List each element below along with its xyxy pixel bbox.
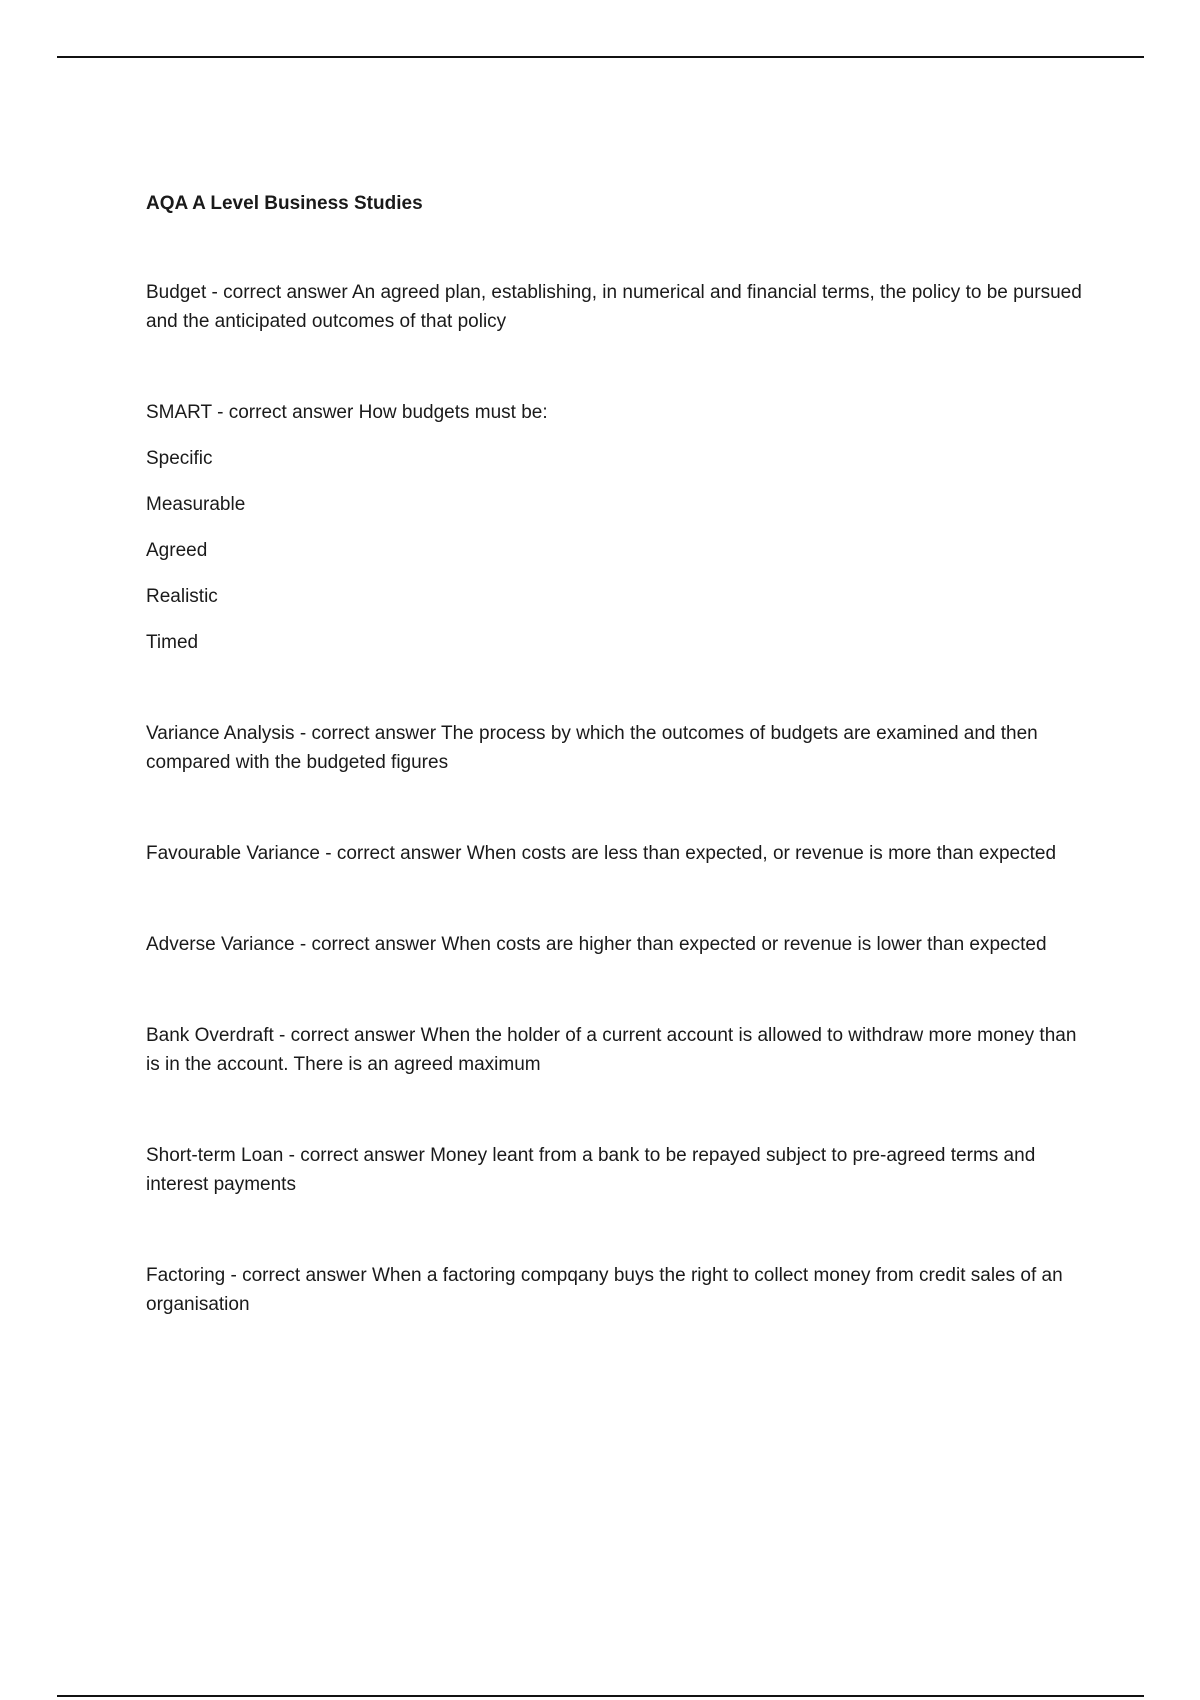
entry-answer: When costs are less than expected, or revenue is more than expected bbox=[466, 843, 1057, 864]
entry-answer: Money leant from a bank to be repayed subject to pre-agreed terms and interest payments bbox=[146, 1145, 1036, 1195]
document-title: AQA A Level Business Studies bbox=[146, 193, 423, 214]
entry-answer: How budgets must be: bbox=[358, 402, 548, 423]
flashcard-entry-bank-overdraft bbox=[146, 1021, 1086, 1079]
answer-label: correct answer bbox=[311, 934, 437, 955]
entry-term: SMART bbox=[146, 402, 212, 423]
entry-term: Bank Overdraft bbox=[146, 1025, 274, 1046]
entry-answer: The process by which the outcomes of budgets are examined and then compared with the budgeted figures bbox=[146, 723, 1038, 773]
answer-label: correct answer bbox=[290, 1025, 416, 1046]
flashcard-entry-budget bbox=[146, 278, 1086, 336]
entry-term: Variance Analysis bbox=[146, 723, 295, 744]
flashcard-entry-variance-analysis bbox=[146, 719, 1086, 777]
document-body bbox=[146, 190, 1086, 1381]
flashcard-entry-favourable-variance bbox=[146, 839, 1086, 868]
smart-item-timed: Timed bbox=[146, 632, 199, 653]
entry-separator: - bbox=[206, 282, 224, 303]
entry-separator: - bbox=[283, 1145, 301, 1166]
entry-term: Factoring bbox=[146, 1265, 226, 1286]
header-rule bbox=[57, 56, 1144, 58]
answer-label: correct answer bbox=[311, 723, 437, 744]
entry-separator: - bbox=[225, 1265, 243, 1286]
smart-item-agreed: Agreed bbox=[146, 540, 208, 561]
footer-rule bbox=[57, 1695, 1144, 1697]
answer-label: correct answer bbox=[228, 402, 354, 423]
entry-term: Adverse Variance bbox=[146, 934, 295, 955]
flashcard-entry-short-term-loan bbox=[146, 1141, 1086, 1199]
entry-separator: - bbox=[294, 934, 312, 955]
smart-item-realistic: Realistic bbox=[146, 586, 218, 607]
flashcard-entry-factoring bbox=[146, 1261, 1086, 1319]
answer-label: correct answer bbox=[242, 1265, 367, 1286]
answer-label: correct answer bbox=[300, 1145, 425, 1166]
smart-item-measurable: Measurable bbox=[146, 494, 246, 515]
entry-separator: - bbox=[273, 1025, 291, 1046]
entry-answer: When costs are higher than expected or revenue is lower than expected bbox=[441, 934, 1047, 955]
entry-separator: - bbox=[211, 402, 229, 423]
entry-answer: An agreed plan, establishing, in numerical and financial terms, the policy to be pursued and the anticipated outcomes of that policy bbox=[146, 282, 1082, 332]
smart-item-specific: Specific bbox=[146, 448, 213, 469]
entry-separator: - bbox=[319, 843, 337, 864]
flashcard-entry-smart bbox=[146, 398, 1086, 657]
flashcard-entry-adverse-variance bbox=[146, 930, 1086, 959]
entry-answer: When a factoring compqany buys the right to collect money from credit sales of an organisation bbox=[146, 1265, 1063, 1315]
entry-term: Budget bbox=[146, 282, 207, 303]
entry-separator: - bbox=[294, 723, 312, 744]
answer-label: correct answer bbox=[336, 843, 462, 864]
answer-label: correct answer bbox=[223, 282, 348, 303]
entry-answer: When the holder of a current account is allowed to withdraw more money than is in the account. There is an agreed maximum bbox=[146, 1025, 1077, 1075]
entry-term: Short-term Loan bbox=[146, 1145, 284, 1166]
entry-term: Favourable Variance bbox=[146, 843, 320, 864]
